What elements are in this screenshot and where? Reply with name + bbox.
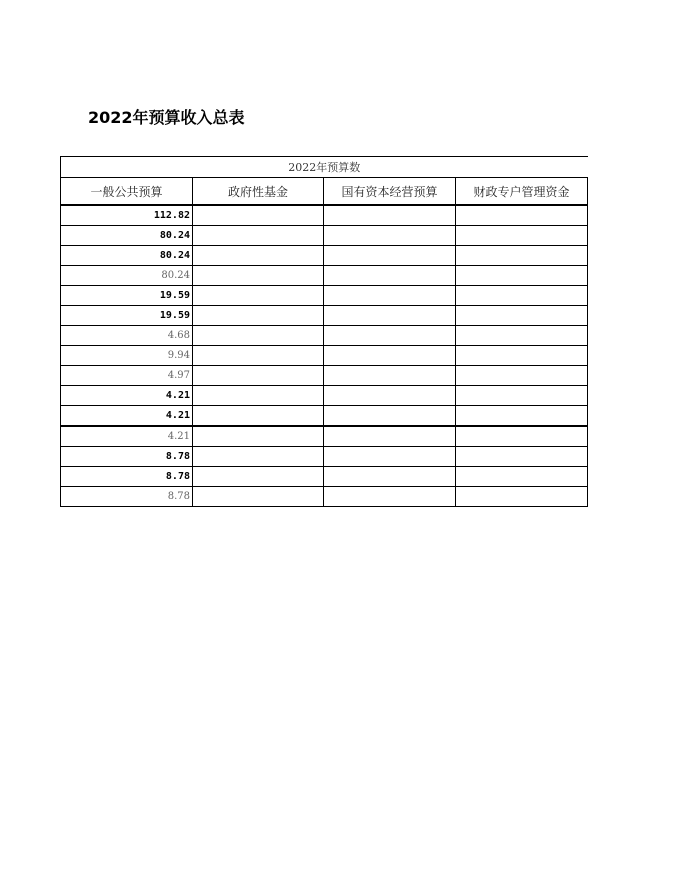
general-budget-value-cell: 8.78 <box>61 487 193 507</box>
state-capital-cell <box>324 366 456 386</box>
special-account-cell <box>456 346 588 366</box>
general-budget-value-cell: 9.94 <box>61 346 193 366</box>
page-title: 2022年预算收入总表 <box>88 108 245 127</box>
special-account-cell <box>456 326 588 346</box>
state-capital-cell <box>324 306 456 326</box>
general-budget-value-cell: 4.21 <box>61 386 193 406</box>
table-row <box>61 366 588 386</box>
group-header-row <box>61 157 588 178</box>
government-fund-cell <box>193 326 324 346</box>
table-row <box>61 226 588 246</box>
column-header-government-fund: 政府性基金 <box>193 178 324 206</box>
government-fund-cell <box>193 386 324 406</box>
state-capital-cell <box>324 447 456 467</box>
column-header-general-budget: 一般公共预算 <box>61 178 193 206</box>
budget-revenue-table <box>60 156 588 507</box>
state-capital-cell <box>324 467 456 487</box>
special-account-cell <box>456 366 588 386</box>
table-row <box>61 406 588 427</box>
government-fund-cell <box>193 467 324 487</box>
table-row <box>61 246 588 266</box>
government-fund-cell <box>193 447 324 467</box>
government-fund-cell <box>193 226 324 246</box>
special-account-cell <box>456 286 588 306</box>
government-fund-cell <box>193 266 324 286</box>
special-account-cell <box>456 447 588 467</box>
state-capital-cell <box>324 205 456 226</box>
general-budget-value-cell: 19.59 <box>61 306 193 326</box>
special-account-cell <box>456 226 588 246</box>
state-capital-cell <box>324 406 456 427</box>
column-header-row <box>61 178 588 206</box>
table-body <box>61 205 588 507</box>
general-budget-value-cell: 19.59 <box>61 286 193 306</box>
state-capital-cell <box>324 326 456 346</box>
table-row <box>61 487 588 507</box>
general-budget-value-cell: 4.21 <box>61 426 193 447</box>
state-capital-cell <box>324 226 456 246</box>
general-budget-value-cell: 4.21 <box>61 406 193 427</box>
special-account-cell <box>456 386 588 406</box>
table-row <box>61 205 588 226</box>
state-capital-cell <box>324 426 456 447</box>
column-header-special-account: 财政专户管理资金 <box>456 178 588 206</box>
general-budget-value-cell: 4.68 <box>61 326 193 346</box>
special-account-cell <box>456 266 588 286</box>
government-fund-cell <box>193 487 324 507</box>
special-account-cell <box>456 487 588 507</box>
state-capital-cell <box>324 246 456 266</box>
state-capital-cell <box>324 386 456 406</box>
table-row <box>61 447 588 467</box>
special-account-cell <box>456 406 588 427</box>
group-header-cell: 2022年预算数 <box>61 157 588 178</box>
general-budget-value-cell: 80.24 <box>61 226 193 246</box>
special-account-cell <box>456 426 588 447</box>
government-fund-cell <box>193 205 324 226</box>
government-fund-cell <box>193 346 324 366</box>
state-capital-cell <box>324 266 456 286</box>
general-budget-value-cell: 8.78 <box>61 467 193 487</box>
special-account-cell <box>456 467 588 487</box>
table-row <box>61 467 588 487</box>
special-account-cell <box>456 246 588 266</box>
government-fund-cell <box>193 426 324 447</box>
government-fund-cell <box>193 246 324 266</box>
table-row <box>61 286 588 306</box>
table-row <box>61 426 588 447</box>
government-fund-cell <box>193 406 324 427</box>
general-budget-value-cell: 112.82 <box>61 205 193 226</box>
table-row <box>61 306 588 326</box>
state-capital-cell <box>324 346 456 366</box>
government-fund-cell <box>193 306 324 326</box>
special-account-cell <box>456 205 588 226</box>
table-row <box>61 346 588 366</box>
general-budget-value-cell: 4.97 <box>61 366 193 386</box>
table-row <box>61 386 588 406</box>
column-header-state-capital: 国有资本经营预算 <box>324 178 456 206</box>
government-fund-cell <box>193 366 324 386</box>
state-capital-cell <box>324 286 456 306</box>
general-budget-value-cell: 8.78 <box>61 447 193 467</box>
general-budget-value-cell: 80.24 <box>61 246 193 266</box>
table-row <box>61 326 588 346</box>
table-row <box>61 266 588 286</box>
state-capital-cell <box>324 487 456 507</box>
special-account-cell <box>456 306 588 326</box>
government-fund-cell <box>193 286 324 306</box>
general-budget-value-cell: 80.24 <box>61 266 193 286</box>
